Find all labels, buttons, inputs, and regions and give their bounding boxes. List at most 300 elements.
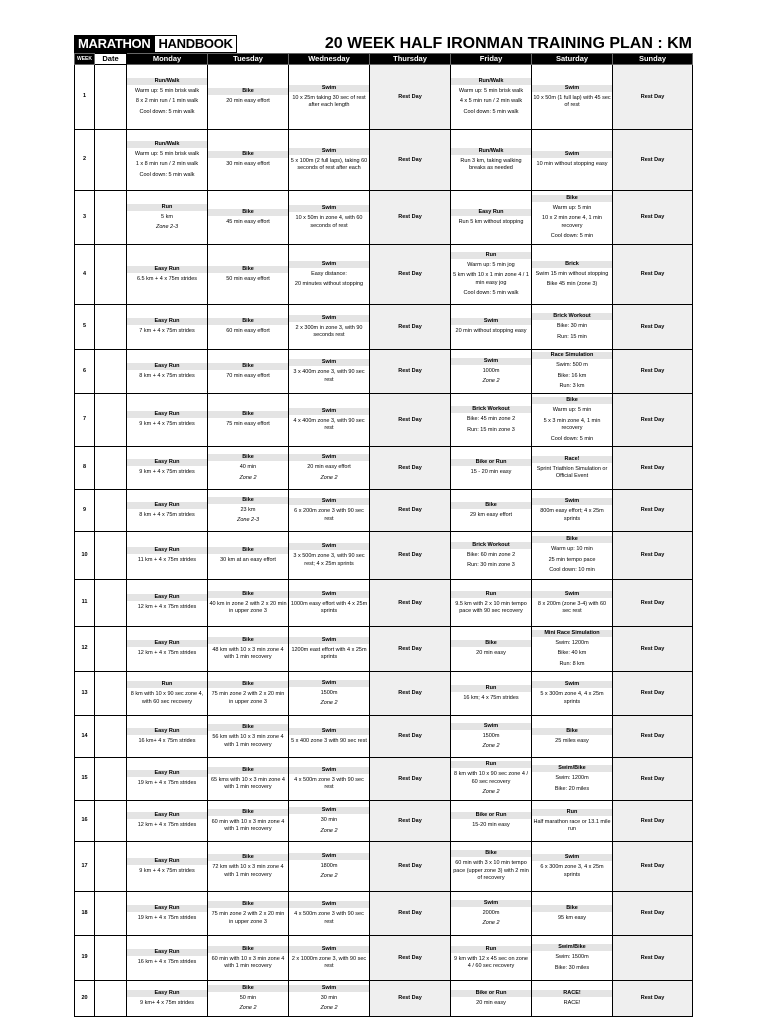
workout-cell-thursday bbox=[370, 892, 451, 936]
week-row bbox=[75, 758, 693, 801]
workout-cell-sunday bbox=[613, 394, 693, 447]
workout-detail: Swim: 500 m bbox=[556, 362, 588, 369]
workout-detail: 8 km with 10 x 90 sec zone 4 / 60 sec recovery bbox=[454, 771, 528, 785]
workout-cell-wednesday bbox=[289, 672, 370, 716]
workout-type: Swim bbox=[289, 591, 369, 598]
workout-cell-friday bbox=[451, 842, 532, 892]
week-number: 12 bbox=[75, 627, 95, 672]
workout-type: Swim/Bike bbox=[532, 944, 612, 951]
workout-detail: 1000m easy effort with 4 x 25m sprints bbox=[290, 600, 368, 615]
workout-detail: Warm up: 5 min bbox=[552, 204, 592, 211]
workout-detail: 10 x 25m taking 30 sec of rest after each length bbox=[292, 94, 366, 109]
workout-type: Swim bbox=[451, 723, 531, 730]
workout-type: Bike bbox=[208, 209, 288, 216]
workout-type: Rest Day bbox=[640, 733, 665, 740]
workout-cell-wednesday bbox=[289, 490, 370, 532]
workout-detail: 1500m bbox=[320, 689, 338, 696]
workout-detail: 16 km+ 4 x 75m strides bbox=[138, 737, 196, 744]
workout-detail: Run: 30 min zone 3 bbox=[467, 562, 515, 569]
workout-type: Brick Workout bbox=[451, 406, 531, 413]
workout-cell-thursday bbox=[370, 245, 451, 305]
workout-type: Bike bbox=[532, 905, 612, 912]
week-row bbox=[75, 490, 693, 532]
workout-cell-sunday bbox=[613, 350, 693, 394]
workout-detail: 20 min easy effort bbox=[307, 464, 351, 471]
workout-cell-monday bbox=[127, 447, 208, 490]
workout-cell-sunday bbox=[613, 532, 693, 580]
workout-type: Bike bbox=[208, 266, 288, 273]
workout-detail: 30 min bbox=[320, 994, 338, 1001]
workout-detail: Cool down: 5 min bbox=[550, 435, 594, 442]
workout-detail: 9 km with 12 x 45 sec on zone 4 / 60 sec recovery bbox=[454, 955, 528, 970]
workout-cell-sunday bbox=[613, 842, 693, 892]
workout-type: Rest Day bbox=[640, 507, 665, 514]
workout-detail: Swim 15 min without stopping bbox=[535, 270, 609, 277]
workout-cell-friday bbox=[451, 350, 532, 394]
date-cell bbox=[95, 394, 127, 447]
workout-detail: Zone 2-3 bbox=[236, 517, 259, 524]
workout-type: Bike bbox=[208, 637, 288, 644]
workout-cell-tuesday bbox=[208, 981, 289, 1017]
workout-type: Easy Run bbox=[127, 812, 207, 819]
workout-detail: 8 km + 4 x 75m strides bbox=[139, 511, 195, 518]
workout-detail: 60 min with 10 x 3 min zone 4 with 1 min recovery bbox=[211, 955, 285, 970]
workout-type: Bike bbox=[208, 985, 288, 992]
workout-cell-sunday bbox=[613, 716, 693, 758]
workout-detail: 15 - 20 min easy bbox=[470, 469, 512, 476]
workout-type: Brick Workout bbox=[532, 313, 612, 320]
workout-detail: 1800m bbox=[320, 862, 338, 869]
workout-detail: Half marathon race or 13.1 mile run bbox=[533, 818, 611, 833]
workout-detail: 60 min with 3 x 10 min tempo pace (upper zone 3) with 2 min of recovery bbox=[453, 860, 529, 882]
workout-cell-thursday bbox=[370, 580, 451, 627]
workout-detail: 40 km in zone 2 with 2 x 20 min in upper zone 3 bbox=[209, 600, 287, 615]
workout-cell-saturday bbox=[532, 580, 613, 627]
workout-type: Bike or Run bbox=[451, 459, 531, 466]
workout-cell-saturday bbox=[532, 245, 613, 305]
workout-type: Bike bbox=[451, 502, 531, 509]
workout-cell-wednesday bbox=[289, 842, 370, 892]
workout-type: Rest Day bbox=[398, 690, 422, 697]
week-number: 7 bbox=[75, 394, 95, 447]
workout-detail: 5 km with 10 x 1 min zone 4 / 1 min easy jog bbox=[453, 272, 529, 286]
workout-type: Bike bbox=[451, 850, 531, 857]
week-row bbox=[75, 580, 693, 627]
workout-cell-wednesday bbox=[289, 305, 370, 350]
workout-detail: 9 km + 4 x 75m strides bbox=[139, 469, 195, 476]
workout-type: Easy Run bbox=[127, 949, 207, 956]
workout-type: Rest Day bbox=[640, 995, 665, 1002]
workout-detail: Cool down: 10 min bbox=[549, 567, 595, 574]
workout-detail: 9 km + 4 x 75m strides bbox=[139, 867, 195, 874]
week-number: 1 bbox=[75, 65, 95, 130]
date-cell bbox=[95, 842, 127, 892]
workout-detail: 5 x 100m (2 full laps), taking 60 seconds of rest after each bbox=[290, 157, 368, 172]
workout-cell-saturday bbox=[532, 627, 613, 672]
workout-cell-wednesday bbox=[289, 981, 370, 1017]
workout-type: Rest Day bbox=[640, 416, 665, 423]
workout-detail: 10 x 2 min zone 4, 1 min recovery bbox=[542, 215, 602, 229]
workout-cell-saturday bbox=[532, 350, 613, 394]
workout-type: Easy Run bbox=[127, 411, 207, 418]
workout-detail: Zone 2 bbox=[239, 474, 257, 481]
workout-detail: Zone 2 bbox=[320, 1005, 338, 1012]
workout-detail: Zone 2 bbox=[320, 827, 338, 834]
workout-type: Swim bbox=[532, 498, 612, 505]
workout-detail: 45 min easy effort bbox=[226, 218, 270, 225]
workout-detail: 5 x 3 min zone 4, 1 min recovery bbox=[543, 417, 601, 432]
workout-cell-thursday bbox=[370, 627, 451, 672]
workout-cell-friday bbox=[451, 627, 532, 672]
page-header bbox=[74, 35, 692, 53]
workout-type: Swim bbox=[289, 767, 369, 774]
date-cell bbox=[95, 801, 127, 842]
workout-cell-sunday bbox=[613, 191, 693, 245]
week-number: 3 bbox=[75, 191, 95, 245]
workout-type: Swim bbox=[451, 900, 531, 907]
workout-type: Rest Day bbox=[398, 368, 422, 375]
workout-cell-saturday bbox=[532, 801, 613, 842]
day-header-tuesday: Tuesday bbox=[208, 54, 289, 65]
workout-type: Run/Walk bbox=[127, 141, 207, 148]
workout-detail: Warm up: 10 min bbox=[551, 546, 593, 553]
workout-type: Rest Day bbox=[398, 156, 422, 163]
workout-detail: Sprint Triathlon Simulation or Official Event bbox=[536, 465, 608, 480]
workout-detail: 19 km + 4 x 75m strides bbox=[137, 780, 197, 787]
workout-detail: 70 min easy effort bbox=[226, 372, 270, 379]
week-row bbox=[75, 394, 693, 447]
workout-detail: Warm up: 5 min bbox=[552, 407, 592, 414]
workout-cell-monday bbox=[127, 191, 208, 245]
workout-cell-wednesday bbox=[289, 350, 370, 394]
workout-cell-saturday bbox=[532, 758, 613, 801]
workout-cell-monday bbox=[127, 350, 208, 394]
workout-detail: 56 km with 10 x 3 min zone 4 with 1 min recovery bbox=[212, 734, 284, 748]
workout-type: Run bbox=[127, 204, 207, 211]
workout-cell-monday bbox=[127, 245, 208, 305]
workout-detail: 20 min easy bbox=[476, 650, 506, 657]
workout-type: Swim bbox=[289, 985, 369, 992]
week-number: 6 bbox=[75, 350, 95, 394]
workout-detail: Zone 2 bbox=[239, 1005, 257, 1012]
workout-cell-monday bbox=[127, 305, 208, 350]
date-cell bbox=[95, 447, 127, 490]
workout-detail: Bike: 20 miles bbox=[554, 785, 590, 792]
workout-cell-saturday bbox=[532, 936, 613, 981]
workout-cell-monday bbox=[127, 394, 208, 447]
date-cell bbox=[95, 245, 127, 305]
workout-detail: Bike: 30 min bbox=[556, 323, 588, 330]
workout-cell-sunday bbox=[613, 981, 693, 1017]
workout-cell-friday bbox=[451, 394, 532, 447]
workout-detail: 25 min tempo pace bbox=[548, 556, 596, 563]
workout-type: Easy Run bbox=[127, 547, 207, 554]
workout-detail: Run: 8 km bbox=[559, 660, 585, 667]
workout-detail: 65 kms with 10 x 3 min zone 4 with 1 min recovery bbox=[211, 776, 285, 791]
week-row bbox=[75, 65, 693, 130]
header-row bbox=[75, 54, 693, 65]
workout-type: Swim/Bike bbox=[532, 765, 612, 772]
workout-cell-saturday bbox=[532, 716, 613, 758]
workout-type: Bike bbox=[208, 767, 288, 774]
workout-detail: 5 x 300m zone 4, 4 x 25m sprints bbox=[540, 691, 604, 705]
week-row bbox=[75, 801, 693, 842]
workout-type: Easy Run bbox=[127, 858, 207, 865]
workout-detail: 16 km; 4 x 75m strides bbox=[463, 694, 519, 701]
workout-detail: 12 km + 4 x 75m strides bbox=[137, 604, 197, 611]
workout-type: Brick Workout bbox=[451, 542, 531, 549]
workout-type: RACE! bbox=[532, 990, 612, 997]
workout-detail: Bike 45 min (zone 3) bbox=[546, 281, 598, 288]
date-cell bbox=[95, 580, 127, 627]
workout-cell-tuesday bbox=[208, 191, 289, 245]
workout-type: Swim bbox=[532, 854, 612, 861]
workout-cell-tuesday bbox=[208, 305, 289, 350]
workout-type: Rest Day bbox=[398, 775, 422, 782]
workout-detail: Run: 15 min zone 3 bbox=[467, 426, 515, 433]
workout-type: Bike bbox=[451, 640, 531, 647]
workout-cell-monday bbox=[127, 758, 208, 801]
workout-cell-wednesday bbox=[289, 65, 370, 130]
workout-type: Rest Day bbox=[640, 599, 665, 606]
workout-type: Rest Day bbox=[640, 214, 665, 221]
workout-detail: 20 min easy bbox=[476, 999, 506, 1006]
plan-title: 20 WEEK HALF IRONMAN TRAINING PLAN : KM bbox=[324, 35, 692, 52]
workout-type: Race! bbox=[532, 456, 612, 463]
workout-detail: 800m easy effort; 4 x 25m sprints bbox=[540, 508, 604, 522]
workout-detail: Cool down: 5 min walk bbox=[139, 171, 195, 178]
week-row bbox=[75, 981, 693, 1017]
workout-type: Rest Day bbox=[640, 156, 665, 163]
workout-detail: 4 x 500m zone 3 with 90 sec rest bbox=[294, 776, 364, 791]
workout-type: Rest Day bbox=[640, 910, 665, 917]
week-row bbox=[75, 842, 693, 892]
workout-type: Easy Run bbox=[127, 502, 207, 509]
workout-type: Bike bbox=[208, 901, 288, 908]
workout-cell-tuesday bbox=[208, 627, 289, 672]
workout-detail: 6.5 km + 4 x 75m strides bbox=[136, 275, 198, 282]
workout-cell-monday bbox=[127, 490, 208, 532]
workout-detail: 10 min without stopping easy bbox=[536, 161, 608, 168]
week-number: 15 bbox=[75, 758, 95, 801]
date-cell bbox=[95, 936, 127, 981]
workout-type: Bike bbox=[208, 454, 288, 461]
workout-type: Bike bbox=[208, 411, 288, 418]
workout-detail: Zone 2 bbox=[320, 873, 338, 880]
workout-type: Swim bbox=[289, 315, 369, 322]
workout-detail: 10 x 50m in zone 4, with 60 seconds of rest bbox=[295, 215, 363, 229]
workout-detail: 7 km + 4 x 75m strides bbox=[139, 328, 195, 335]
workout-cell-thursday bbox=[370, 716, 451, 758]
workout-cell-monday bbox=[127, 801, 208, 842]
workout-detail: 23 km bbox=[240, 506, 256, 513]
workout-cell-tuesday bbox=[208, 936, 289, 981]
week-row bbox=[75, 716, 693, 758]
workout-cell-thursday bbox=[370, 130, 451, 191]
workout-detail: Zone 2 bbox=[482, 743, 500, 750]
workout-detail: Swim: 1200m bbox=[555, 639, 589, 646]
workout-detail: 50 min bbox=[239, 994, 257, 1001]
workout-cell-wednesday bbox=[289, 447, 370, 490]
workout-detail: 19 km + 4 x 75m strides bbox=[137, 914, 197, 921]
workout-detail: 9 km+ 4 x 75m strides bbox=[140, 999, 194, 1006]
date-cell bbox=[95, 65, 127, 130]
workout-cell-saturday bbox=[532, 191, 613, 245]
workout-detail: 1500m bbox=[482, 732, 500, 739]
week-row bbox=[75, 447, 693, 490]
workout-type: Run/Walk bbox=[451, 78, 531, 85]
workout-detail: 2 x 300m in zone 3, with 90 seconds rest bbox=[295, 324, 363, 339]
workout-type: Swim bbox=[289, 261, 369, 268]
day-header-sunday: Sunday bbox=[613, 54, 693, 65]
workout-cell-friday bbox=[451, 245, 532, 305]
workout-cell-tuesday bbox=[208, 447, 289, 490]
workout-cell-thursday bbox=[370, 981, 451, 1017]
workout-cell-saturday bbox=[532, 305, 613, 350]
workout-cell-monday bbox=[127, 716, 208, 758]
workout-detail: Run 5 km without stopping bbox=[458, 218, 524, 225]
workout-type: Bike bbox=[532, 195, 612, 202]
date-cell bbox=[95, 532, 127, 580]
date-column-header: Date bbox=[95, 54, 127, 65]
workout-cell-friday bbox=[451, 130, 532, 191]
workout-cell-saturday bbox=[532, 394, 613, 447]
workout-type: Bike bbox=[208, 809, 288, 816]
workout-cell-saturday bbox=[532, 842, 613, 892]
date-cell bbox=[95, 892, 127, 936]
week-row bbox=[75, 892, 693, 936]
workout-cell-thursday bbox=[370, 758, 451, 801]
week-number: 16 bbox=[75, 801, 95, 842]
workout-type: Swim bbox=[289, 728, 369, 735]
workout-detail: Run 3 km, taking walking breaks as needed bbox=[460, 157, 522, 172]
workout-type: Easy Run bbox=[127, 459, 207, 466]
workout-cell-monday bbox=[127, 672, 208, 716]
workout-type: Bike bbox=[208, 854, 288, 861]
workout-type: Swim bbox=[532, 151, 612, 158]
workout-type: Mini Race Simulation bbox=[532, 630, 612, 637]
workout-cell-thursday bbox=[370, 350, 451, 394]
workout-detail: Swim: 1500m bbox=[555, 954, 589, 961]
week-number: 2 bbox=[75, 130, 95, 191]
workout-type: Rest Day bbox=[640, 690, 665, 697]
workout-type: Easy Run bbox=[127, 363, 207, 370]
workout-cell-friday bbox=[451, 65, 532, 130]
workout-type: Rest Day bbox=[398, 214, 422, 221]
week-row bbox=[75, 305, 693, 350]
date-cell bbox=[95, 490, 127, 532]
workout-cell-saturday bbox=[532, 892, 613, 936]
workout-cell-sunday bbox=[613, 627, 693, 672]
workout-cell-monday bbox=[127, 65, 208, 130]
workout-cell-thursday bbox=[370, 490, 451, 532]
workout-type: Run/Walk bbox=[127, 78, 207, 85]
workout-cell-tuesday bbox=[208, 130, 289, 191]
workout-detail: Run: 3 km bbox=[559, 383, 585, 390]
workout-detail: Swim: 1200m bbox=[555, 775, 589, 782]
workout-detail: 1000m bbox=[482, 367, 500, 374]
workout-type: Swim bbox=[289, 359, 369, 366]
workout-cell-wednesday bbox=[289, 716, 370, 758]
workout-type: Rest Day bbox=[398, 416, 422, 423]
workout-cell-thursday bbox=[370, 842, 451, 892]
workout-cell-thursday bbox=[370, 447, 451, 490]
workout-detail: 12 km + 4 x 75m strides bbox=[137, 650, 197, 657]
workout-detail: 4 x 400m zone 3, with 90 sec rest bbox=[293, 417, 365, 432]
workout-type: Easy Run bbox=[127, 728, 207, 735]
logo-part2: HANDBOOK bbox=[154, 35, 236, 53]
workout-cell-monday bbox=[127, 981, 208, 1017]
workout-cell-monday bbox=[127, 130, 208, 191]
workout-detail: 25 miles easy bbox=[555, 737, 589, 744]
date-cell bbox=[95, 716, 127, 758]
workout-type: Rest Day bbox=[398, 733, 422, 740]
workout-cell-tuesday bbox=[208, 892, 289, 936]
workout-detail: 60 min easy effort bbox=[226, 328, 270, 335]
workout-type: Bike bbox=[208, 88, 288, 95]
workout-detail: 3 x 400m zone 3, with 90 sec rest bbox=[293, 369, 365, 383]
workout-type: Bike bbox=[532, 536, 612, 543]
workout-detail: Run: 15 min bbox=[557, 333, 587, 340]
week-number: 10 bbox=[75, 532, 95, 580]
workout-cell-sunday bbox=[613, 447, 693, 490]
workout-detail: 8 km + 4 x 75m strides bbox=[139, 372, 195, 379]
workout-type: Swim bbox=[451, 318, 531, 325]
workout-type: Bike bbox=[208, 591, 288, 598]
workout-cell-tuesday bbox=[208, 716, 289, 758]
date-cell bbox=[95, 627, 127, 672]
workout-type: Run bbox=[451, 685, 531, 692]
workout-cell-saturday bbox=[532, 981, 613, 1017]
workout-cell-saturday bbox=[532, 490, 613, 532]
day-header-saturday: Saturday bbox=[532, 54, 613, 65]
workout-cell-tuesday bbox=[208, 672, 289, 716]
workout-cell-sunday bbox=[613, 65, 693, 130]
workout-cell-sunday bbox=[613, 580, 693, 627]
training-plan-table bbox=[74, 53, 693, 1017]
workout-cell-thursday bbox=[370, 936, 451, 981]
workout-type: Run bbox=[451, 591, 531, 598]
week-number: 17 bbox=[75, 842, 95, 892]
workout-detail: 1 x 8 min run / 2 min walk bbox=[135, 161, 199, 168]
workout-cell-thursday bbox=[370, 191, 451, 245]
workout-cell-tuesday bbox=[208, 350, 289, 394]
workout-detail: 1200m east effort with 4 x 25m sprints bbox=[291, 646, 367, 661]
workout-cell-sunday bbox=[613, 801, 693, 842]
workout-cell-tuesday bbox=[208, 758, 289, 801]
workout-detail: 3 x 500m zone 3, with 90 sec rest; 4 x 25m sprints bbox=[293, 553, 365, 567]
workout-detail: 2000m bbox=[482, 909, 500, 916]
workout-cell-saturday bbox=[532, 672, 613, 716]
workout-detail: 30 km at an easy effort bbox=[220, 556, 276, 563]
workout-detail: 4 x 500m zone 3 with 90 sec rest bbox=[294, 911, 364, 925]
workout-type: Rest Day bbox=[398, 507, 422, 514]
workout-detail: 29 km easy effort bbox=[469, 511, 513, 518]
workout-cell-wednesday bbox=[289, 532, 370, 580]
workout-type: Rest Day bbox=[640, 93, 665, 100]
date-cell bbox=[95, 191, 127, 245]
workout-type: Rest Day bbox=[640, 552, 665, 559]
workout-type: Rest Day bbox=[398, 552, 422, 559]
workout-type: Bike bbox=[532, 397, 612, 404]
workout-cell-tuesday bbox=[208, 532, 289, 580]
workout-type: Swim bbox=[289, 408, 369, 415]
workout-type: Rest Day bbox=[398, 464, 422, 471]
week-number: 8 bbox=[75, 447, 95, 490]
workout-detail: 48 km with 10 x 3 min zone 4 with 1 min recovery bbox=[212, 646, 284, 661]
workout-type: Rest Day bbox=[640, 817, 665, 824]
workout-type: Swim bbox=[289, 498, 369, 505]
